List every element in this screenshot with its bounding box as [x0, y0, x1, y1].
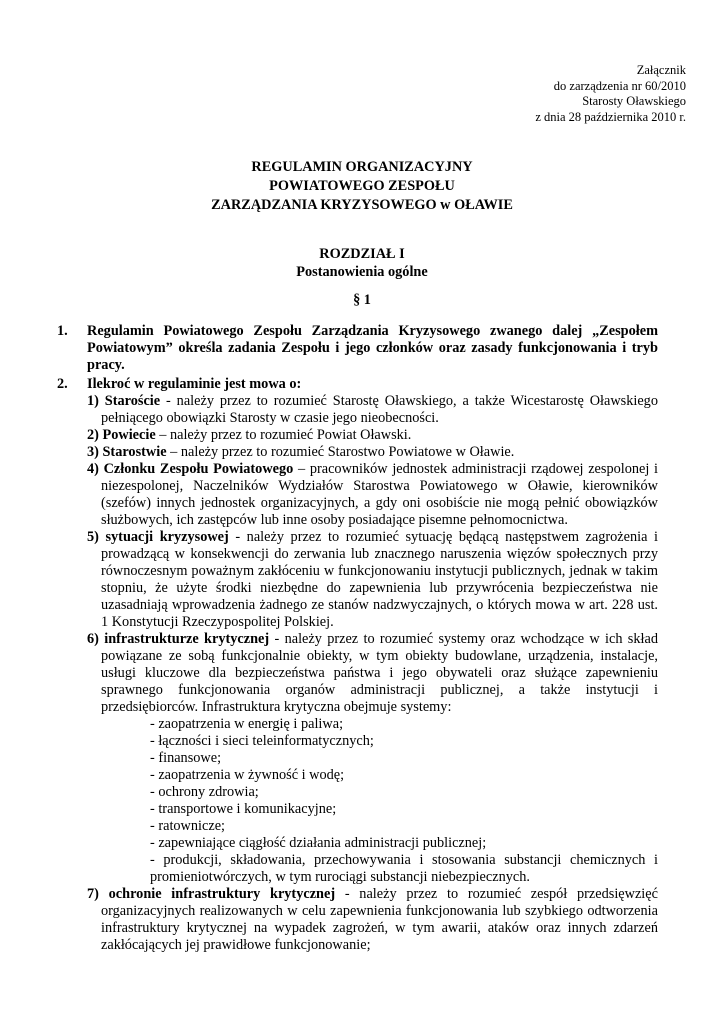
- definition-text: – należy przez to rozumieć Starostwo Powiatowe w Oławie.: [166, 444, 515, 460]
- definition-5: [87, 529, 658, 631]
- title-line: POWIATOWEGO ZESPOŁU: [269, 178, 455, 194]
- title-line: ZARZĄDZANIA KRYZYSOWEGO w OŁAWIE: [211, 197, 513, 213]
- definition-term: 6) infrastrukturze krytycznej: [87, 631, 270, 647]
- definition-term: 5) sytuacji kryzysowej: [87, 529, 229, 545]
- definition-text: – należy przez to rozumieć Powiat Oławski.: [155, 427, 412, 443]
- numbered-item-2: [57, 376, 658, 393]
- numbered-item-1: [57, 323, 658, 374]
- definition-6: [87, 631, 658, 716]
- definition-2: [87, 427, 658, 444]
- document-body: [57, 323, 658, 954]
- definition-7: [87, 886, 658, 954]
- attachment-line: do zarządzenia nr 60/2010: [553, 78, 686, 93]
- definition-term: 2) Powiecie: [87, 427, 156, 443]
- definition-term: 1) Staroście: [87, 393, 161, 409]
- definition-text: - należy przez to rozumieć systemy oraz wchodzące w ich skład powiązane ze sobą funkcjonalnie obiekty, w tym obiekty budowlane, urządzenia, instalacje, usługi kluczowe dla bezpieczeństwa państwa i jego obywateli oraz służące zapewnieniu sprawnego funkcjonowania organów administracji publicznej, a także instytucji i przedsiębiorców. Infrastruktura krytyczna obejmuje systemy:: [101, 631, 658, 715]
- definition-1: [87, 393, 658, 427]
- list-item: - zaopatrzenia w żywność i wodę;: [150, 767, 345, 783]
- definition-term: 4) Członku Zespołu Powiatowego: [87, 461, 294, 477]
- list-item: - ochrony zdrowia;: [150, 784, 259, 800]
- definition-text: - należy przez to rozumieć sytuację będącą następstwem zagrożenia i prowadzącą w konsekwencji do zerwania lub znacznego naruszenia więzów społecznych przy równoczesnym poważnym zakłóceniu w funkcjonowaniu instytucji publicznych, jednak w takim stopniu, że użyte środki niezbędne do zapewnienia lub przywrócenia bezpieczeństwa nie uzasadniają wprowadzenia żadnego ze stanów nadzwyczajnych, o których mowa w art. 228 ust. 1 Konstytucji Rzeczypospolitej Polskiej.: [101, 529, 658, 630]
- title-line: REGULAMIN ORGANIZACYJNY: [251, 159, 473, 175]
- definition-3: [87, 444, 658, 461]
- chapter-heading: [0, 245, 724, 281]
- item-text: Regulamin Powiatowego Zespołu Zarządzania Kryzysowego zwanego dalej „Zespołem Powiatowym” określa zadania Zespołu i jego członków oraz zasady funkcjonowania i tryb pracy.: [87, 323, 658, 373]
- section-mark: § 1: [353, 292, 371, 308]
- attachment-line: z dnia 28 października 2010 r.: [535, 109, 686, 124]
- list-item: - zaopatrzenia w energię i paliwa;: [150, 716, 344, 732]
- item-text: Ilekroć w regulaminie jest mowa o:: [87, 376, 302, 392]
- attachment-line: Załącznik: [636, 63, 686, 77]
- list-item: - finansowe;: [150, 750, 222, 766]
- list-item: - zapewniające ciągłość działania administracji publicznej;: [150, 835, 487, 851]
- definition-text: - należy przez to rozumieć zespół przedsięwzięć organizacyjnych realizowanych w celu zapewnienia funkcjonowania lub szybkiego odtworzenia infrastruktury krytycznej na wypadek zagrożeń, w tym awarii, ataków oraz innych zdarzeń zakłócających jej prawidłowe funkcjonowanie;: [101, 886, 658, 953]
- attachment-header: [535, 63, 686, 125]
- definition-term: 7) ochronie infrastruktury krytycznej: [87, 886, 336, 902]
- item-number: 1.: [57, 323, 68, 339]
- chapter-number: ROZDZIAŁ I: [319, 246, 405, 262]
- list-item: - transportowe i komunikacyjne;: [150, 801, 337, 817]
- definition-term: 3) Starostwie: [87, 444, 167, 460]
- attachment-line: Starosty Oławskiego: [582, 94, 686, 108]
- definition-text: - należy przez to rozumieć Starostę Oławskiego, a także Wicestarostę Oławskiego pełniącego obowiązki Starosty w czasie jego nieobecności.: [101, 393, 658, 426]
- chapter-name: Postanowienia ogólne: [296, 264, 428, 280]
- systems-list: [150, 716, 658, 886]
- document-title: [0, 158, 724, 215]
- item-number: 2.: [57, 376, 68, 392]
- definition-text: – pracowników jednostek administracji rządowej zespolonej i niezespolonej, Naczelników Wydziałów Starostwa Powiatowego w Oławie, kierowników (szefów) innych jednostek organizacyjnych, a gdy oni osobiście nie mogą pełnić obowiązków służbowych, ich zastępców lub inne osoby posiadające pisemne pełnomocnictwa.: [101, 461, 659, 528]
- list-item: - ratownicze;: [150, 818, 226, 834]
- definition-4: [87, 461, 658, 529]
- list-item: - łączności i sieci teleinformatycznych;: [150, 733, 374, 749]
- list-item: - produkcji, składowania, przechowywania i stosowania substancji chemicznych i promieniotwórczych, w tym rurociągi substancji niebezpiecznych.: [150, 852, 658, 885]
